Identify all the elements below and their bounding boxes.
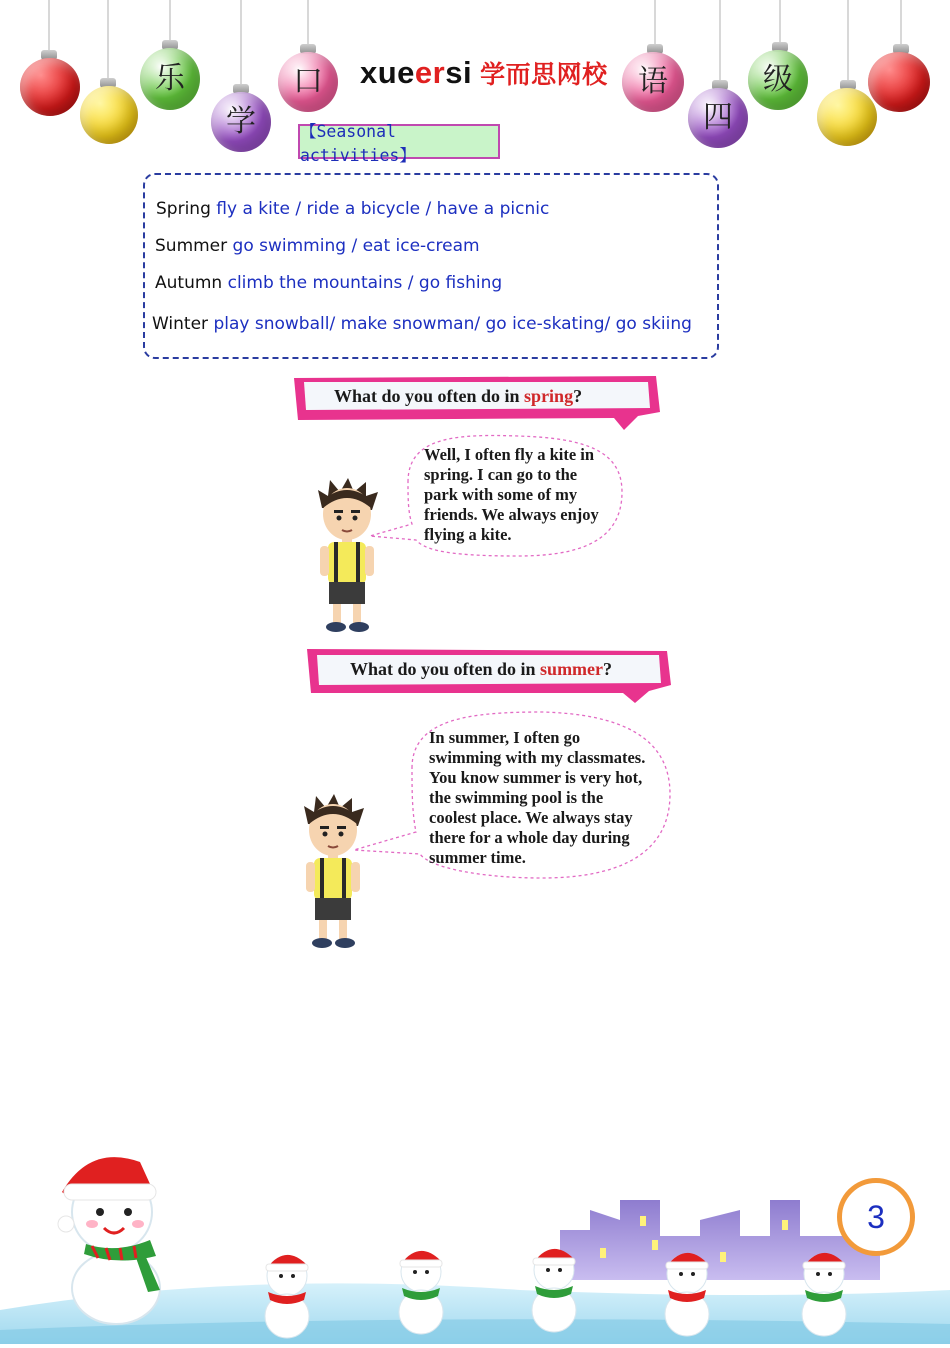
ornament-char: 乐 bbox=[140, 48, 200, 110]
vocab-row-winter: Winter play snowball/ make snowman/ go ice-skating/ go skiing bbox=[152, 314, 692, 334]
boy-character-illustration bbox=[312, 478, 382, 634]
ornament-char: 四 bbox=[688, 88, 748, 148]
ornament-char: 级 bbox=[748, 50, 808, 110]
answer-text: In summer, I often go swimming with my classmates. You know summer is very hot, the swimming pool is the coolest place. We always stay there for a whole day during summer time. bbox=[429, 728, 646, 867]
question-text: What do you often do in summer? bbox=[350, 659, 613, 679]
winter-scene-illustration bbox=[0, 1140, 950, 1344]
vocab-row-spring: Spring fly a kite / ride a bicycle / have a picnic bbox=[156, 199, 550, 219]
ornament-char: 口 bbox=[278, 52, 338, 112]
answer-text: Well, I often fly a kite in spring. I can go to the park with some of my friends. We always enjoy flying a kite. bbox=[424, 445, 599, 544]
ornament-red-right bbox=[868, 52, 930, 112]
page-number: 3 bbox=[837, 1178, 915, 1256]
ornament-yellow-left bbox=[80, 86, 138, 144]
ornament-char: 学 bbox=[211, 92, 271, 152]
vocab-row-autumn: Autumn climb the mountains / go fishing bbox=[155, 273, 503, 293]
section-tag: 【Seasonal activities】 bbox=[298, 124, 500, 159]
question-text: What do you often do in spring? bbox=[334, 386, 583, 406]
vocab-row-summer: Summer go swimming / eat ice-cream bbox=[155, 236, 480, 256]
brand-logo: xueersi 学而思网校 bbox=[360, 55, 608, 90]
boy-character-illustration bbox=[298, 794, 368, 950]
ornament-red-left bbox=[20, 58, 80, 116]
ornament-char: 语 bbox=[622, 52, 684, 112]
ornament-yellow-right bbox=[817, 88, 877, 146]
